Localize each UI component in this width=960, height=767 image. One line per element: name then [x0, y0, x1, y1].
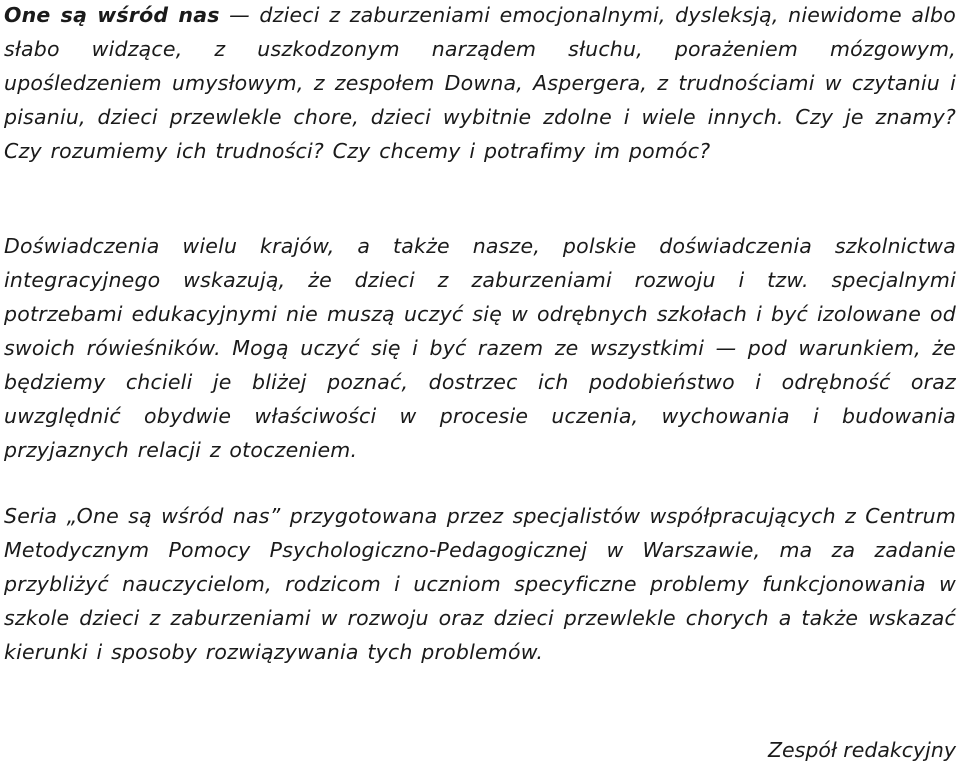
intro-text: — dzieci z zaburzeniami emocjonalnymi, dysleksją, niewidome albo słabo widzące, z uszkodzonym narządem słuchu, porażeniem mózgowym, upośledzeniem umysłowym, z zespołem Downa, Aspergera, z trudnościami w czytaniu i pisaniu, dzieci przewlekle chore, dzieci wybitnie zdolne i wiele innych. Czy je znamy? Czy rozumiemy ich trudności? Czy chcemy i potrafimy im pomóc? [4, 3, 956, 163]
series-paragraph: Seria „One są wśród nas” przygotowana przez specjalistów współpracujących z Centrum Metodycznym Pomocy Psychologiczno-Pedagogicznej w Warszawie, ma za zadanie przybliżyć nauczycielom, rodzicom i uczniom specyficzne problemy funkcjonowania w szkole dzieci z zaburzeniami w rozwoju oraz dzieci przewlekle chorych a także wskazać kierunki i sposoby rozwiązywania tych problemów. [4, 504, 956, 664]
intro-paragraph [4, 0, 956, 168]
signature: Zespół redakcyjny [767, 738, 956, 762]
experience-paragraph: Doświadczenia wielu krajów, a także nasze, polskie doświadczenia szkolnictwa integracyjnego wskazują, że dzieci z zaburzeniami rozwoju i tzw. specjalnymi potrzebami edukacyjnymi nie muszą uczyć się w odrębnych szkołach i być izolowane od swoich rówieśników. Mogą uczyć się i być razem ze wszystkimi — pod warunkiem, że będziemy chcieli je bliżej poznać, dostrzec ich podobieństwo i odrębność oraz uwzględnić obydwie właściwości w procesie uczenia, wychowania i budowania przyjaznych relacji z otoczeniem. [4, 234, 956, 462]
intro-lead-title: One są wśród nas [4, 3, 220, 27]
